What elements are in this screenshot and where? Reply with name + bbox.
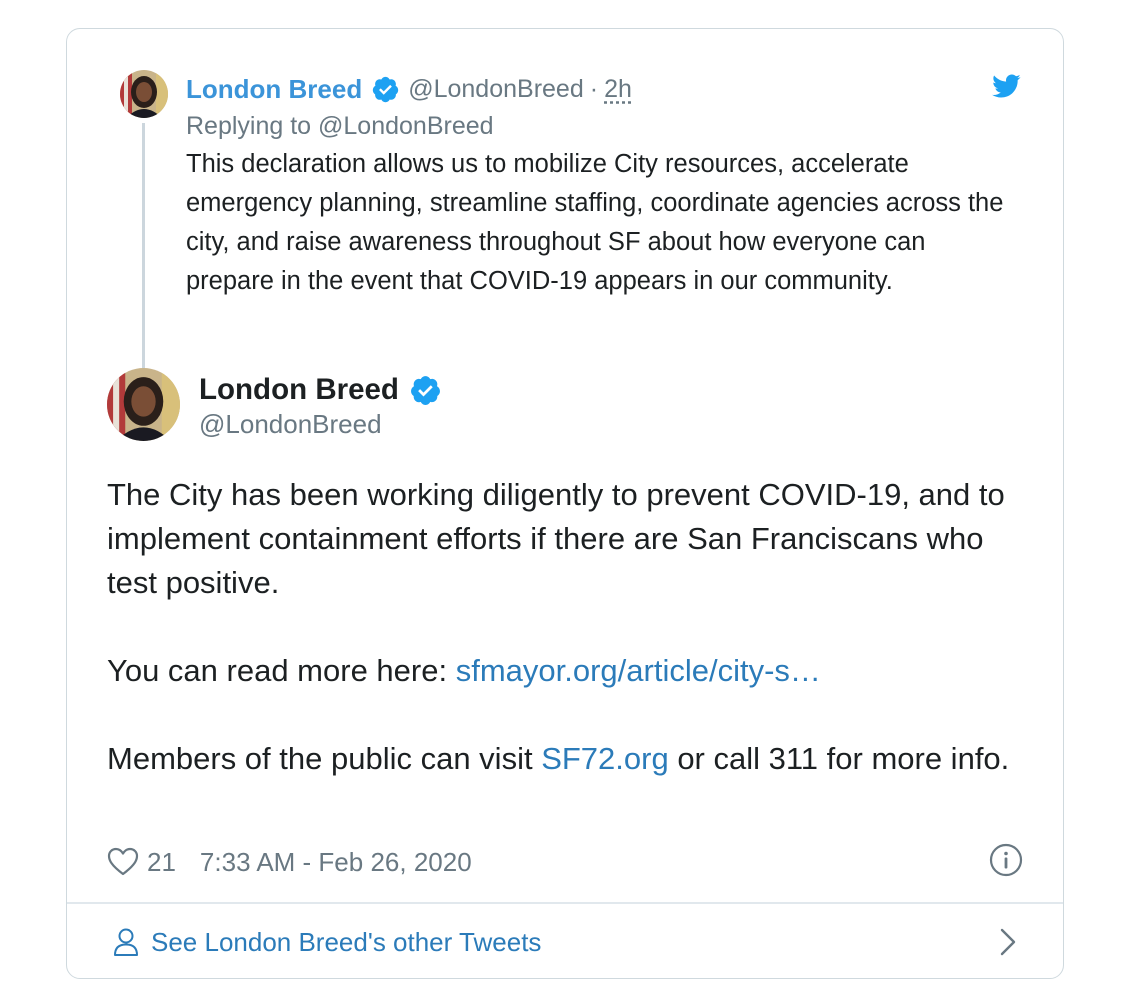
tweet-paragraph — [107, 737, 1027, 781]
tweet-text-segment: Members of the public can visit — [107, 741, 542, 776]
footer-divider — [67, 902, 1063, 904]
main-author-row — [199, 370, 442, 410]
twitter-bird-icon[interactable] — [989, 71, 1023, 101]
sf72-link[interactable]: SF72.org — [541, 741, 669, 776]
tweet-meta — [107, 842, 472, 882]
embedded-tweet-card — [66, 28, 1064, 979]
main-tweet-text — [107, 473, 1027, 781]
main-author-name[interactable]: London Breed — [199, 373, 399, 406]
like-count[interactable]: 21 — [147, 846, 176, 877]
parent-tweet-text: This declaration allows us to mobilize City resources, accelerate emergency planning, streamline staffing, coordinate agencies across the city, and raise awareness throughout SF about how everyone can prepare in the event that COVID-19 appears in our community. — [186, 150, 1004, 295]
tweet-text-segment: or call 311 for more info. — [668, 741, 1010, 776]
chevron-right-icon[interactable] — [999, 927, 1017, 957]
person-icon — [113, 927, 139, 957]
main-author-handle[interactable]: @LondonBreed — [199, 409, 382, 439]
parent-time-ago[interactable]: 2h — [604, 74, 632, 103]
tweet-paragraph — [107, 649, 1027, 693]
heart-icon[interactable] — [107, 847, 139, 877]
tweet-text-segment: You can read more here: — [107, 653, 456, 688]
see-other-tweets-label[interactable]: See London Breed's other Tweets — [151, 926, 542, 957]
info-icon[interactable] — [989, 843, 1023, 877]
main-avatar[interactable] — [107, 368, 180, 441]
tweet-timestamp[interactable]: 7:33 AM - Feb 26, 2020 — [199, 846, 472, 877]
parent-header — [186, 71, 632, 107]
parent-author-name[interactable]: London Breed — [186, 73, 363, 104]
article-link[interactable]: sfmayor.org/article/city-s… — [455, 653, 821, 688]
verified-badge-icon — [409, 374, 442, 407]
separator-dot: · — [589, 74, 599, 103]
parent-avatar[interactable] — [120, 70, 168, 118]
replying-to-label[interactable]: Replying to @LondonBreed — [186, 112, 494, 140]
parent-author-handle[interactable]: @LondonBreed — [408, 74, 584, 103]
verified-badge-icon — [371, 75, 400, 104]
see-other-tweets-link[interactable] — [113, 922, 541, 962]
tweet-paragraph: The City has been working diligently to prevent COVID-19, and to implement containment efforts if there are San Franciscans who test positive. — [107, 477, 1005, 600]
thread-connector — [142, 123, 145, 391]
